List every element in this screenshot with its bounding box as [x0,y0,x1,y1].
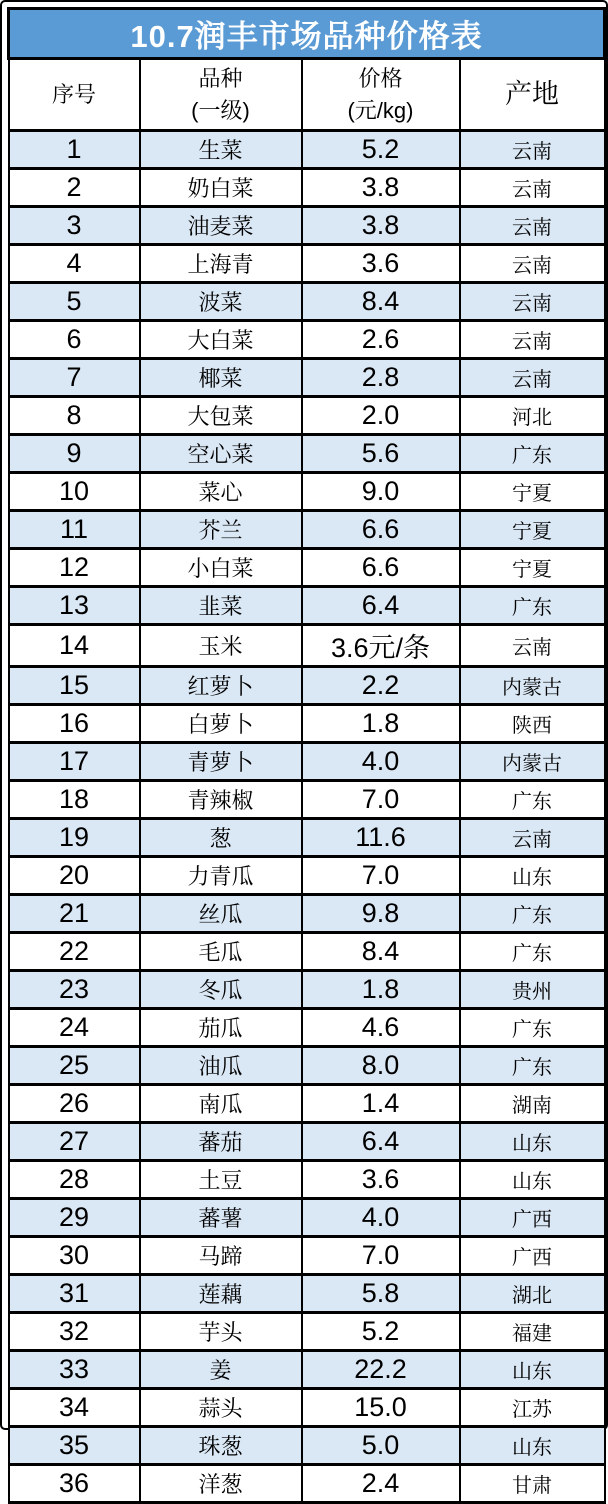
price-cell: 1.8 [302,705,460,743]
origin-cell: 山东 [460,1161,605,1199]
table-row [9,359,605,397]
price-cell: 3.6 [302,1161,460,1199]
variety-cell: 韭菜 [140,587,302,625]
origin-cell: 广东 [460,895,605,933]
row-index-cell: 36 [9,1465,140,1503]
price-cell: 2.6 [302,321,460,359]
row-index-cell: 19 [9,819,140,857]
variety-cell: 蒜头 [140,1389,302,1427]
row-index-cell: 22 [9,933,140,971]
variety-cell: 菜心 [140,473,302,511]
variety-cell: 力青瓜 [140,857,302,895]
table-row [9,1351,605,1389]
price-cell: 6.4 [302,587,460,625]
row-index-cell: 34 [9,1389,140,1427]
table-row [9,397,605,435]
row-index-cell: 35 [9,1427,140,1465]
price-cell: 5.6 [302,435,460,473]
origin-cell: 宁夏 [460,511,605,549]
origin-cell: 广东 [460,1047,605,1085]
table-row [9,435,605,473]
row-index-cell: 31 [9,1275,140,1313]
price-cell: 11.6 [302,819,460,857]
price-cell: 5.8 [302,1275,460,1313]
origin-cell: 宁夏 [460,549,605,587]
column-header-origin-label: 产地 [505,78,560,109]
row-index-cell: 8 [9,397,140,435]
price-cell: 9.0 [302,473,460,511]
table-row [9,131,605,169]
variety-cell: 葱 [140,819,302,857]
origin-cell: 陕西 [460,705,605,743]
table-row [9,1275,605,1313]
variety-cell: 珠葱 [140,1427,302,1465]
variety-cell: 南瓜 [140,1085,302,1123]
origin-cell: 福建 [460,1313,605,1351]
column-header-index-label: 序号 [51,81,96,107]
row-index-cell: 24 [9,1009,140,1047]
origin-cell: 湖北 [460,1275,605,1313]
variety-cell: 土豆 [140,1161,302,1199]
table-row [9,1465,605,1503]
origin-cell: 贵州 [460,971,605,1009]
row-index-cell: 33 [9,1351,140,1389]
variety-cell: 芋头 [140,1313,302,1351]
column-header-variety-label: 品种 [198,65,243,91]
price-cell: 8.4 [302,283,460,321]
price-cell: 2.0 [302,397,460,435]
price-cell: 5.0 [302,1427,460,1465]
origin-cell: 云南 [460,131,605,169]
column-header-price-sublabel: (元/kg) [347,97,414,123]
origin-cell: 山东 [460,1427,605,1465]
price-cell: 3.8 [302,169,460,207]
column-header-variety-sublabel: (一级) [191,97,250,123]
variety-cell: 大白菜 [140,321,302,359]
origin-cell: 内蒙古 [460,743,605,781]
row-index-cell: 17 [9,743,140,781]
origin-cell: 山东 [460,1351,605,1389]
variety-cell: 白萝卜 [140,705,302,743]
table-row [9,587,605,625]
price-cell: 4.0 [302,1199,460,1237]
row-index-cell: 23 [9,971,140,1009]
table-row [9,169,605,207]
table-row [9,895,605,933]
table-row [9,321,605,359]
variety-cell: 波菜 [140,283,302,321]
variety-cell: 丝瓜 [140,895,302,933]
row-index-cell: 10 [9,473,140,511]
row-index-cell: 26 [9,1085,140,1123]
table-body [9,131,605,1503]
price-cell: 5.2 [302,131,460,169]
table-row [9,1047,605,1085]
price-cell: 6.6 [302,511,460,549]
column-header-index [9,59,140,131]
table-row [9,819,605,857]
table-row [9,1161,605,1199]
price-cell: 9.8 [302,895,460,933]
row-index-cell: 15 [9,667,140,705]
table-row [9,625,605,667]
row-index-cell: 28 [9,1161,140,1199]
origin-cell: 广东 [460,1009,605,1047]
variety-cell: 空心菜 [140,435,302,473]
table-row [9,743,605,781]
table-row [9,549,605,587]
table-row [9,1009,605,1047]
row-index-cell: 1 [9,131,140,169]
origin-cell: 甘肃 [460,1465,605,1503]
origin-cell: 云南 [460,283,605,321]
table-row [9,933,605,971]
variety-cell: 青萝卜 [140,743,302,781]
price-cell: 3.6 [302,245,460,283]
row-index-cell: 11 [9,511,140,549]
origin-cell: 云南 [460,321,605,359]
variety-cell: 莲藕 [140,1275,302,1313]
table-row [9,245,605,283]
variety-cell: 上海青 [140,245,302,283]
table-row [9,1313,605,1351]
price-cell: 1.4 [302,1085,460,1123]
price-table [7,7,606,1504]
row-index-cell: 32 [9,1313,140,1351]
header-row [9,59,605,131]
row-index-cell: 18 [9,781,140,819]
price-cell: 15.0 [302,1389,460,1427]
table-row [9,207,605,245]
table-row [9,283,605,321]
row-index-cell: 27 [9,1123,140,1161]
variety-cell: 奶白菜 [140,169,302,207]
row-index-cell: 25 [9,1047,140,1085]
price-cell: 3.6元/条 [302,625,460,667]
price-cell: 2.4 [302,1465,460,1503]
variety-cell: 毛瓜 [140,933,302,971]
row-index-cell: 6 [9,321,140,359]
price-cell: 2.2 [302,667,460,705]
origin-cell: 云南 [460,207,605,245]
row-index-cell: 29 [9,1199,140,1237]
origin-cell: 云南 [460,625,605,667]
column-header-price [302,59,460,131]
table-row [9,511,605,549]
variety-cell: 洋葱 [140,1465,302,1503]
price-cell: 6.4 [302,1123,460,1161]
table-row [9,971,605,1009]
origin-cell: 云南 [460,819,605,857]
price-cell: 8.4 [302,933,460,971]
origin-cell: 广东 [460,933,605,971]
table-row [9,667,605,705]
origin-cell: 云南 [460,359,605,397]
table-row [9,1427,605,1465]
price-cell: 3.8 [302,207,460,245]
origin-cell: 广东 [460,435,605,473]
row-index-cell: 21 [9,895,140,933]
variety-cell: 玉米 [140,625,302,667]
price-cell: 4.6 [302,1009,460,1047]
table-row [9,473,605,511]
variety-cell: 马蹄 [140,1237,302,1275]
origin-cell: 广东 [460,781,605,819]
column-header-origin [460,59,605,131]
column-header-variety [140,59,302,131]
row-index-cell: 3 [9,207,140,245]
variety-cell: 油瓜 [140,1047,302,1085]
variety-cell: 青辣椒 [140,781,302,819]
row-index-cell: 16 [9,705,140,743]
origin-cell: 湖南 [460,1085,605,1123]
origin-cell: 江苏 [460,1389,605,1427]
table-row [9,1237,605,1275]
variety-cell: 蕃薯 [140,1199,302,1237]
variety-cell: 茄瓜 [140,1009,302,1047]
price-cell: 22.2 [302,1351,460,1389]
title-row [9,9,605,59]
table-row [9,857,605,895]
origin-cell: 云南 [460,169,605,207]
column-header-price-label: 价格 [358,65,403,91]
origin-cell: 山东 [460,1123,605,1161]
variety-cell: 椰菜 [140,359,302,397]
origin-cell: 内蒙古 [460,667,605,705]
origin-cell: 宁夏 [460,473,605,511]
row-index-cell: 7 [9,359,140,397]
row-index-cell: 30 [9,1237,140,1275]
price-cell: 6.6 [302,549,460,587]
price-cell: 8.0 [302,1047,460,1085]
variety-cell: 姜 [140,1351,302,1389]
table-row [9,1199,605,1237]
origin-cell: 山东 [460,857,605,895]
row-index-cell: 2 [9,169,140,207]
price-cell: 7.0 [302,857,460,895]
variety-cell: 蕃茄 [140,1123,302,1161]
variety-cell: 小白菜 [140,549,302,587]
row-index-cell: 13 [9,587,140,625]
variety-cell: 芥兰 [140,511,302,549]
row-index-cell: 14 [9,625,140,667]
variety-cell: 大包菜 [140,397,302,435]
variety-cell: 冬瓜 [140,971,302,1009]
price-cell: 2.8 [302,359,460,397]
price-cell: 7.0 [302,1237,460,1275]
price-cell: 1.8 [302,971,460,1009]
row-index-cell: 9 [9,435,140,473]
table-row [9,1123,605,1161]
row-index-cell: 20 [9,857,140,895]
row-index-cell: 12 [9,549,140,587]
origin-cell: 广西 [460,1237,605,1275]
variety-cell: 红萝卜 [140,667,302,705]
origin-cell: 广东 [460,587,605,625]
origin-cell: 河北 [460,397,605,435]
origin-cell: 广西 [460,1199,605,1237]
table-row [9,781,605,819]
variety-cell: 生菜 [140,131,302,169]
price-cell: 7.0 [302,781,460,819]
price-cell: 5.2 [302,1313,460,1351]
price-cell: 4.0 [302,743,460,781]
variety-cell: 油麦菜 [140,207,302,245]
origin-cell: 云南 [460,245,605,283]
table-row [9,705,605,743]
row-index-cell: 5 [9,283,140,321]
row-index-cell: 4 [9,245,140,283]
table-row [9,1389,605,1427]
table-row [9,1085,605,1123]
page-title: 10.7润丰市场品种价格表 [9,9,605,59]
